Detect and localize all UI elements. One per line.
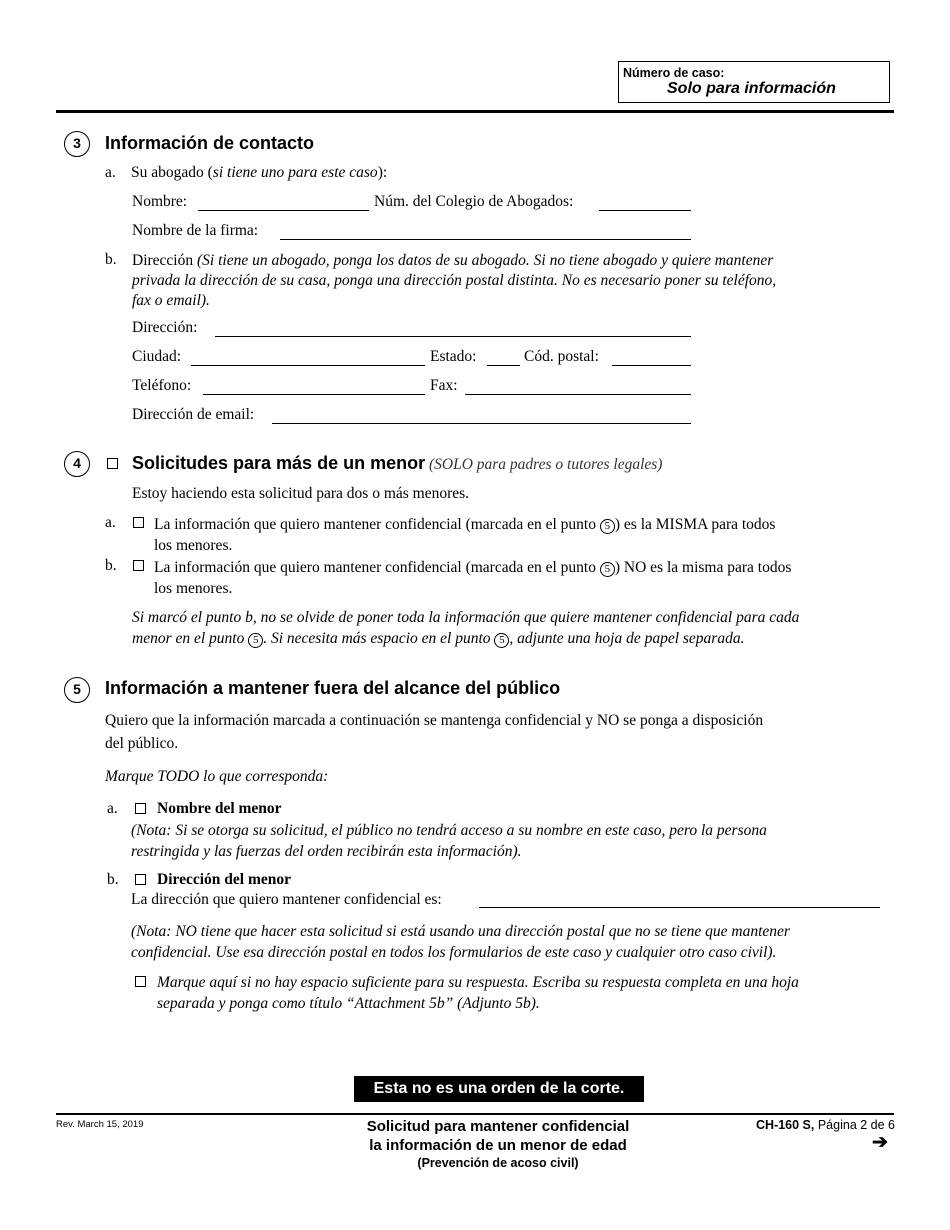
zip-field[interactable] [612, 365, 691, 366]
case-number-label: Número de caso: [623, 66, 725, 80]
city-field[interactable] [191, 365, 425, 366]
footer-divider [56, 1113, 894, 1115]
firm-name-field[interactable] [280, 239, 691, 240]
section-4b-checkbox[interactable] [133, 560, 144, 571]
section-4-checkbox[interactable] [107, 458, 118, 469]
state-label: Estado: [430, 348, 477, 365]
attorney-name-field[interactable] [198, 210, 369, 211]
section-5a-title: Nombre del menor [157, 800, 282, 817]
child-address-field[interactable] [479, 907, 880, 908]
section-4-number: 4 [64, 451, 90, 477]
child-address-checkbox[interactable] [135, 874, 146, 885]
footer-title: Solicitud para mantener confidencial la información de un menor de edad (Prevención de acoso civil) [366, 1118, 630, 1170]
section-5-mark-all: Marque TODO lo que corresponda: [105, 768, 329, 785]
section-4a-letter: a. [105, 514, 116, 531]
section-4a-checkbox[interactable] [133, 517, 144, 528]
bar-number-label: Núm. del Colegio de Abogados: [374, 193, 574, 210]
fax-label: Fax: [430, 377, 458, 394]
section-5b-title: Dirección del menor [157, 871, 292, 888]
section-5a-note: (Nota: Si se otorga su solicitud, el público no tendrá acceso a su nombre en este caso, pero la persona restringida y las fuerzas del orden recibirán esta información). [131, 822, 767, 860]
section-4b-letter: b. [105, 557, 117, 574]
section-5a-letter: a. [107, 800, 118, 817]
attachment-checkbox[interactable] [135, 976, 146, 987]
case-number-value: Solo para información [667, 80, 836, 97]
section-4b-text: La información que quiero mantener confidencial (marcada en el punto 5 ) NO es la misma para todos los menores. [154, 559, 792, 597]
city-label: Ciudad: [132, 348, 182, 365]
not-court-order-banner: Esta no es una orden de la corte. [354, 1076, 644, 1102]
child-name-checkbox[interactable] [135, 803, 146, 814]
section-4-title-note: (SOLO para padres o tutores legales) [428, 456, 663, 473]
address-label: Dirección: [132, 319, 198, 336]
attorney-name-label: Nombre: [132, 193, 188, 210]
revision-date: Rev. March 15, 2019 [56, 1119, 144, 1130]
case-number-box [618, 61, 890, 103]
phone-field[interactable] [203, 394, 425, 395]
section-3a-letter: a. [105, 164, 116, 181]
section-5-number: 5 [64, 677, 90, 703]
section-5-intro: Quiero que la información marcada a continuación se mantenga confidencial y NO se ponga a disposición del público. [105, 712, 764, 752]
zip-label: Cód. postal: [524, 348, 599, 365]
section-4-title: Solicitudes para más de un menor [132, 453, 426, 473]
attachment-text: Marque aquí si no hay espacio suficiente para su respuesta. Escriba su respuesta completa en una hoja separada y ponga como título “Attachment 5b” (Adjunto 5b). [157, 974, 799, 1012]
section-5-title: Información a mantener fuera del alcance del público [105, 678, 561, 698]
address-field[interactable] [215, 336, 691, 337]
header-divider [56, 110, 894, 113]
section-3a-text: Su abogado (si tiene uno para este caso): [131, 164, 388, 181]
section-4-note: Si marcó el punto b, no se olvide de poner toda la información que quiere mantener confidencial para cada menor en el punto 5 . Si necesita más espacio en el punto 5 , adjunte una hoja de papel separada. [132, 609, 800, 647]
next-page-arrow-icon: ➔ [872, 1132, 888, 1153]
section-3-number: 3 [64, 131, 90, 157]
section-3-title: Información de contacto [105, 133, 315, 153]
section-4-intro: Estoy haciendo esta solicitud para dos o más menores. [132, 485, 470, 502]
phone-label: Teléfono: [132, 377, 192, 394]
state-field[interactable] [487, 365, 520, 366]
fax-field[interactable] [465, 394, 691, 395]
email-field[interactable] [272, 423, 691, 424]
section-5b-letter: b. [107, 871, 119, 888]
child-address-label: La dirección que quiero mantener confidencial es: [131, 891, 442, 908]
section-3b-text: Dirección (Si tiene un abogado, ponga los datos de su abogado. Si no tiene abogado y quiere mantener privada la dirección de su casa, ponga una dirección postal distinta. No es necesario poner su teléfono, fax o email). [132, 252, 777, 309]
section-5b-note: (Nota: NO tiene que hacer esta solicitud si está usando una dirección postal que no se tiene que mantener confidencial. Use esa dirección postal en todos los formularios de este caso y cualquier otro caso civil). [131, 923, 790, 961]
section-3b-letter: b. [105, 251, 117, 268]
section-4a-text: La información que quiero mantener confidencial (marcada en el punto 5 ) es la MISMA para todos los menores. [154, 516, 776, 554]
email-label: Dirección de email: [132, 406, 255, 423]
firm-name-label: Nombre de la firma: [132, 222, 259, 239]
bar-number-field[interactable] [599, 210, 691, 211]
section-4-title-row [132, 453, 662, 474]
form-id: CH-160 S, Página 2 de 6 [756, 1118, 895, 1132]
